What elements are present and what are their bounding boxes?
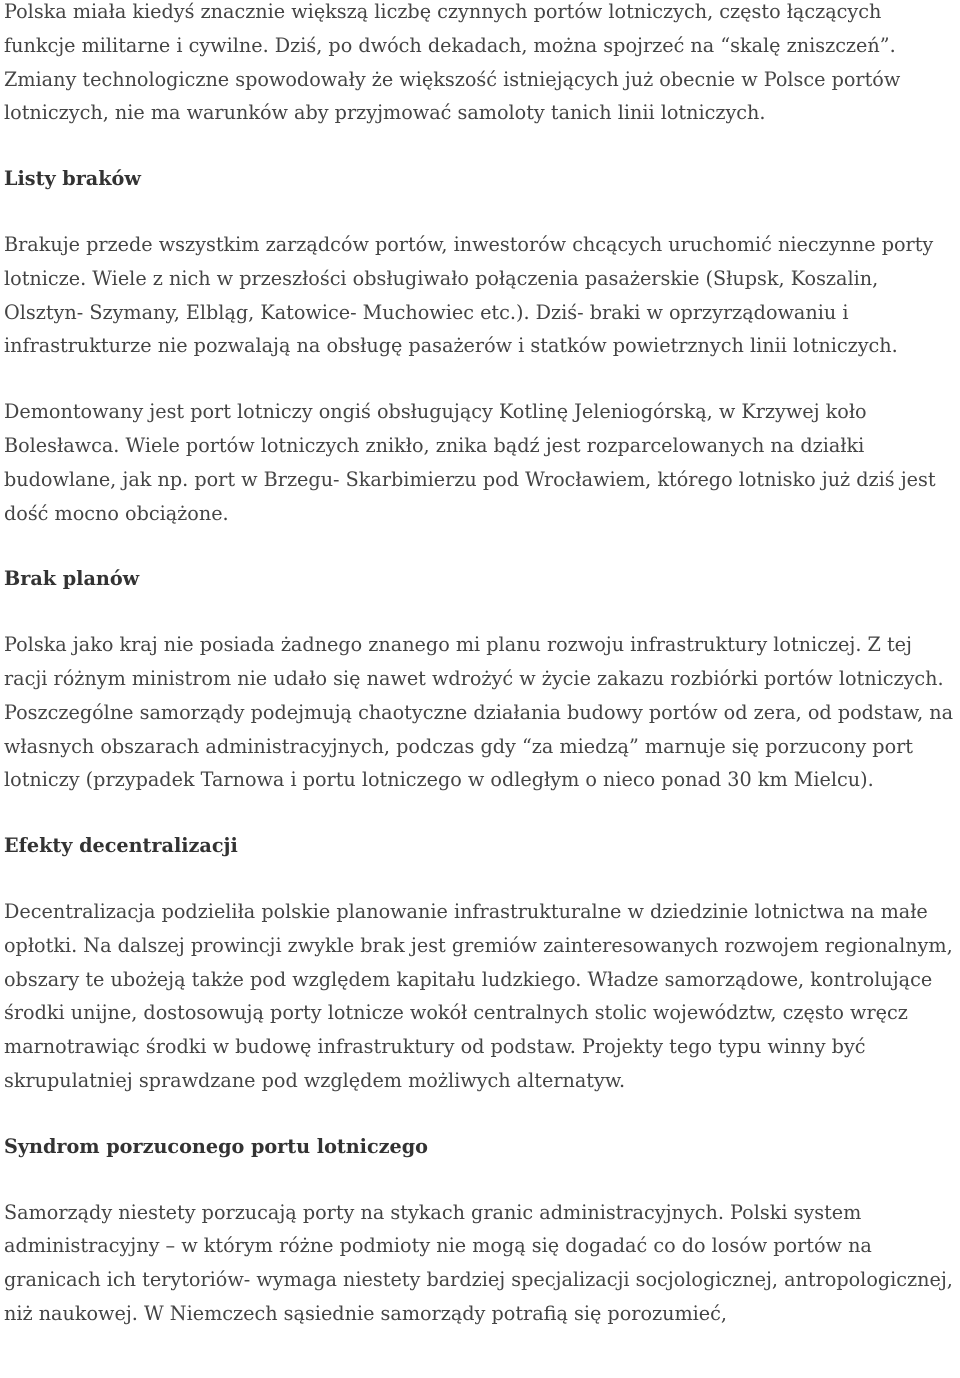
intro-paragraph: Polska miała kiedyś znacznie większą liczbę czynnych portów lotniczych, często łączących funkcje militarne i cywilne. Dziś, po dwóch dekadach, można spojrzeć na “skalę zniszczeń”. Zmiany technologiczne spowodowały że większość istniejących już obecnie w Polsce portów lotniczych, nie ma warunków aby przyjmować samoloty tanich linii lotniczych. <box>4 0 901 125</box>
section-heading-syndrom: Syndrom porzuconego portu lotniczego <box>4 1134 428 1158</box>
section-heading-efekty-decentralizacji: Efekty decentralizacji <box>4 834 238 858</box>
paragraph: Demontowany jest port lotniczy ongiś obsługujący Kotlinę Jeleniogórską, w Krzywej koło Bolesławca. Wiele portów lotniczych znikło, znika bądź jest rozparcelowanych na działki budowlane, jak np. port w Brzegu- Skarbimierzu pod Wrocławiem, którego lotnisko już dziś jest dość mocno obciążone. <box>4 400 936 525</box>
article-body <box>4 0 956 1331</box>
paragraph: Decentralizacja podzieliła polskie planowanie infrastrukturalne w dziedzinie lotnictwa na małe opłotki. Na dalszej prowincji zwykle brak jest gremiów zainteresowanych rozwojem regionalnym, obszary te ubożeją także pod względem kapitału ludzkiego. Władze samorządowe, kontrolujące środki unijne, dostosowują porty lotnicze wokół centralnych stolic województw, często wręcz marnotrawiąc środki w budowę infrastruktury od podstaw. Projekty tego typu winny być skrupulatniej sprawdzane pod względem możliwych alternatyw. <box>4 899 953 1092</box>
section-heading-brak-planow: Brak planów <box>4 567 140 591</box>
paragraph: Brakuje przede wszystkim zarządców portów, inwestorów chcących uruchomić nieczynne porty lotnicze. Wiele z nich w przeszłości obsługiwało połączenia pasażerskie (Słupsk, Koszalin, Olsztyn- Szymany, Elbląg, Katowice- Muchowiec etc.). Dziś- braki w oprzyrządowaniu i infrastrukturze nie pozwalają na obsługę pasażerów i statków powietrznych linii lotniczych. <box>4 232 934 358</box>
paragraph: Polska jako kraj nie posiada żadnego znanego mi planu rozwoju infrastruktury lotniczej. Z tej racji różnym ministrom nie udało się nawet wdrożyć w życie zakazu rozbiórki portów lotniczych. Poszczególne samorządy podejmują chaotyczne działania budowy portów od zera, od podstaw, na własnych obszarach administracyjnych, podczas gdy “za miedzą” marnuje się porzucony port lotniczy (przypadek Tarnowa i portu lotniczego w odległym o nieco ponad 30 km Mielcu). <box>4 633 954 792</box>
paragraph: Samorządy niestety porzucają porty na stykach granic administracyjnych. Polski system administracyjny – w którym różne podmioty nie mogą się dogadać co do losów portów na granicach ich terytoriów- wymaga niestety bardziej specjalizacji socjologicznej, antropologicznej, niż naukowej. W Niemczech sąsiednie samorządy potrafią się porozumieć, <box>4 1200 953 1325</box>
section-heading-listy-brakow: Listy braków <box>4 167 141 191</box>
